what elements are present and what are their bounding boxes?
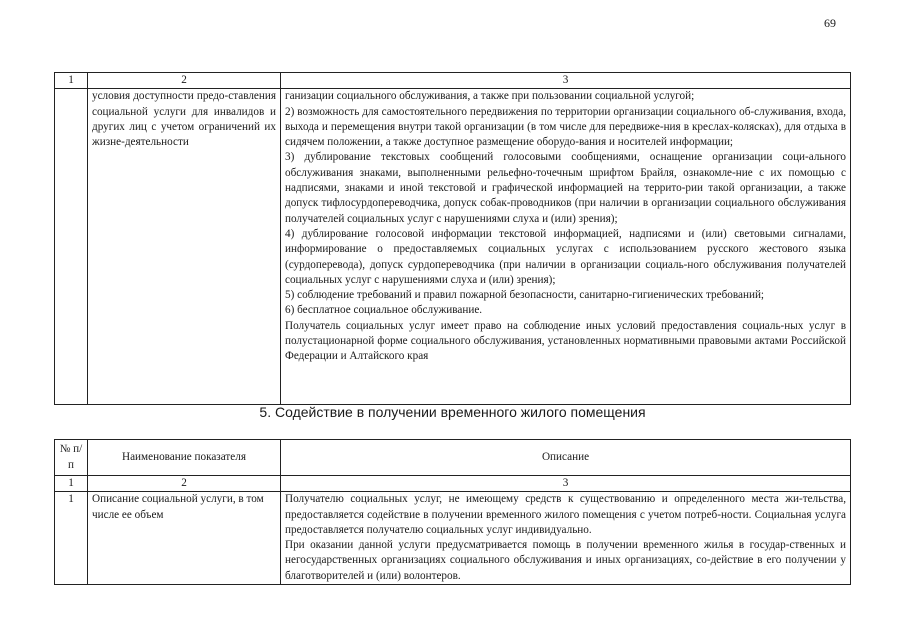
column-number: 3	[281, 476, 851, 492]
description-paragraph: Получателю социальных услуг, не имеющему средств к существованию и определенного места жи-тельства, предоставляется содействие в получении временного жилого помещения с учетом потреб-ности. Социальная услуга предоставляется получателю социальных услуг индивидуально.	[285, 493, 846, 536]
column-number: 1	[55, 476, 88, 492]
table-row	[55, 89, 851, 405]
column-header: Описание	[281, 440, 851, 476]
description-paragraph: 3) дублирование текстовых сообщений голосовыми сообщениями, оснащение организации соци-ального обслуживания знаками, выполненными рельефно-точечным шрифтом Брайля, ознакомле-ние с их помощью с надписями, знаками и иной текстовой и графической информацией на террито-рии такой организации, а также допуск тифлосурдопереводчика, допуск собак-проводников (при наличии в организации социального обслуживания получателей социальных услуг с нарушениями слуха и (или) зрения);	[285, 151, 846, 225]
indicator-name: Описание социальной услуги, в том числе ее объем	[88, 492, 281, 585]
table-numbering-row	[55, 476, 851, 492]
table-row	[55, 492, 851, 585]
column-number: 2	[88, 476, 281, 492]
page-number: 69	[824, 16, 836, 30]
column-header: Наименование показателя	[88, 440, 281, 476]
description-paragraph: При оказании данной услуги предусматривается помощь в получении временного жилья в государ-ственных и негосударственных организациях социального обслуживания и иных организациях, со-действие в его получении у благотворителей и (или) волонтеров.	[285, 539, 846, 582]
row-number: 1	[55, 492, 88, 585]
column-number: 1	[55, 73, 88, 89]
indicator-description	[281, 89, 851, 405]
description-paragraph: ганизации социального обслуживания, а также при пользовании социальной услугой;	[285, 90, 695, 103]
description-paragraph: 2) возможность для самостоятельного передвижения по территории организации социального об-служивания, входа, выхода и перемещения внутри такой организации (в том числе для передвиже-ния в креслах-колясках), для отдыха в сидячем положении, а также доступное размещение оборудо-вания и носителей информации;	[285, 105, 846, 149]
indicator-description	[281, 492, 851, 585]
services-table	[54, 439, 851, 585]
column-header: № п/п	[55, 440, 88, 476]
table-numbering-row	[55, 73, 851, 89]
column-number: 2	[88, 73, 281, 89]
description-paragraph: 4) дублирование голосовой информации текстовой информацией, надписями и (или) световыми сигналами, информирование о предоставляемых социальных услугах с использованием русского жестового языка (сурдоперевода), допуск сурдопереводчика (при наличии в организации социаль-ного обслуживания получателей социальных услуг с нарушениями слуха и (или) зрения);	[285, 227, 846, 286]
column-number: 3	[281, 73, 851, 89]
description-paragraph: 6) бесплатное социальное обслуживание.	[285, 304, 483, 317]
indicator-name: условия доступности предо-ставления социальной услуги для инвалидов и других лиц с учетом ограничений их жизне-деятельности	[88, 89, 281, 405]
description-paragraph: Получатель социальных услуг имеет право на соблюдение иных условий предоставления социаль-ных услуг в полустационарной форме социального обслуживания, установленных нормативными правовыми актами Российской Федерации и Алтайского края	[285, 319, 846, 363]
services-table-continued	[54, 72, 851, 405]
description-paragraph: 5) соблюдение требований и правил пожарной безопасности, санитарно-гигиенических требований;	[285, 289, 765, 302]
row-number	[55, 89, 88, 405]
section-title: 5. Содействие в получении временного жилого помещения	[259, 404, 646, 420]
table-header-row	[55, 440, 851, 476]
